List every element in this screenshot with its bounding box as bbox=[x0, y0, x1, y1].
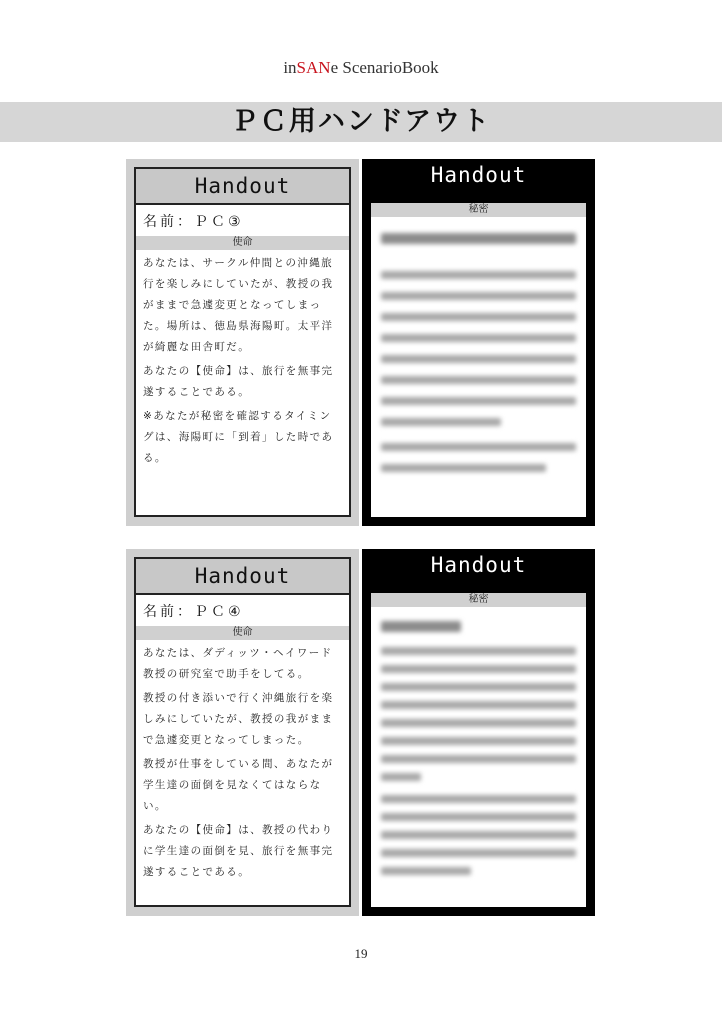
handout-heading: Handout bbox=[136, 559, 349, 595]
page-title: ＰＣ用ハンドアウト bbox=[230, 106, 492, 137]
mission-paragraph: あなたの【使命】は、旅行を無事完遂することである。 bbox=[143, 365, 334, 398]
handout-card-pc4 bbox=[126, 549, 359, 916]
mission-paragraph: あなたは、サークル仲間との沖縄旅行を楽しみにしていたが、教授の我がままで急遽変更となってしまった。場所は、徳島県海陽町。太平洋が綺麗な田舎町だ。 bbox=[143, 257, 334, 353]
secret-card-inner bbox=[371, 593, 586, 907]
mission-text bbox=[136, 250, 349, 469]
secret-label: 秘密 bbox=[371, 593, 586, 607]
header-suffix: e ScenarioBook bbox=[330, 58, 439, 77]
secret-heading: Handout bbox=[362, 159, 595, 193]
mission-text bbox=[136, 640, 349, 883]
secret-card-pc4 bbox=[362, 549, 595, 916]
header-highlight: SAN bbox=[296, 58, 331, 77]
handout-name: 名前：ＰＣ④ bbox=[143, 604, 244, 620]
handout-card-pc3 bbox=[126, 159, 359, 526]
redacted-secret-text bbox=[371, 607, 586, 907]
handout-heading: Handout bbox=[136, 169, 349, 205]
handout-name: 名前：ＰＣ③ bbox=[143, 214, 244, 230]
secret-heading: Handout bbox=[362, 549, 595, 583]
book-header bbox=[0, 58, 722, 78]
header-prefix: in bbox=[283, 58, 297, 77]
mission-label: 使命 bbox=[136, 626, 349, 640]
handout-card-inner bbox=[134, 557, 351, 907]
mission-paragraph: あなたの【使命】は、教授の代わりに学生達の面倒を見、旅行を無事完遂することである。 bbox=[143, 824, 334, 878]
secret-card-inner bbox=[371, 203, 586, 517]
handout-card-inner bbox=[134, 167, 351, 517]
page-number: 19 bbox=[354, 946, 368, 961]
mission-paragraph: ※あなたが秘密を確認するタイミングは、海陽町に「到着」した時である。 bbox=[143, 410, 334, 464]
mission-label: 使命 bbox=[136, 236, 349, 250]
mission-paragraph: あなたは、ダディッツ・ヘイワード教授の研究室で助手をしてる。 bbox=[143, 647, 333, 680]
page-title-bar bbox=[0, 102, 722, 142]
redacted-secret-text bbox=[371, 217, 586, 517]
mission-paragraph: 教授の付き添いで行く沖縄旅行を楽しみにしていたが、教授の我がままで急遽変更となってしまった。 bbox=[143, 692, 334, 746]
secret-label: 秘密 bbox=[371, 203, 586, 217]
mission-paragraph: 教授が仕事をしている間、あなたが学生達の面倒を見なくてはならない。 bbox=[143, 758, 334, 812]
secret-card-pc3 bbox=[362, 159, 595, 526]
